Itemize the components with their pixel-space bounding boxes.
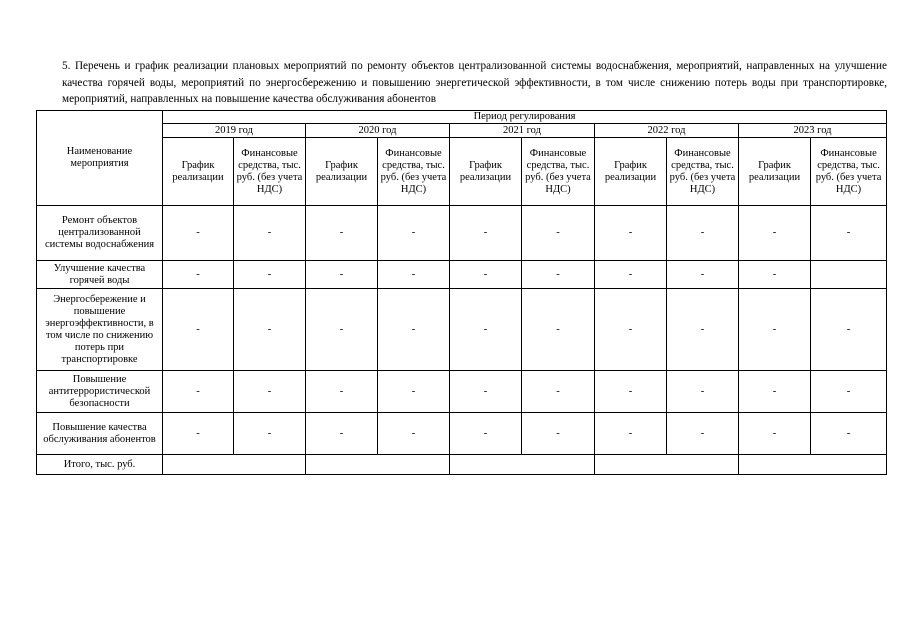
year-header: 2021 год bbox=[450, 124, 595, 138]
table-cell: - bbox=[306, 289, 378, 371]
table-cell: - bbox=[667, 206, 739, 261]
row-name: Энергосбережение и повышение энергоэффективности, в том числе по снижению потерь при транспортировке bbox=[37, 289, 163, 371]
total-cell bbox=[739, 455, 887, 475]
total-cell bbox=[450, 455, 595, 475]
table-cell: - bbox=[450, 413, 522, 455]
table-cell: - bbox=[234, 261, 306, 289]
table-cell: - bbox=[378, 413, 450, 455]
table-cell: - bbox=[306, 206, 378, 261]
table-cell: - bbox=[234, 371, 306, 413]
row-name: Повышение качества обслуживания абонентов bbox=[37, 413, 163, 455]
table-cell: - bbox=[522, 371, 595, 413]
table-cell: - bbox=[739, 371, 811, 413]
row-name: Повышение антитеррористической безопасности bbox=[37, 371, 163, 413]
row-name: Ремонт объектов централизованной системы водоснабжения bbox=[37, 206, 163, 261]
table-row bbox=[37, 371, 887, 413]
year-header: 2023 год bbox=[739, 124, 887, 138]
table-cell: - bbox=[378, 261, 450, 289]
schedule-column-header: График реализации bbox=[163, 138, 234, 206]
table-cell: - bbox=[522, 261, 595, 289]
table-cell: - bbox=[739, 413, 811, 455]
table-cell: - bbox=[667, 289, 739, 371]
total-cell bbox=[595, 455, 739, 475]
table-cell: - bbox=[739, 261, 811, 289]
table-row bbox=[37, 289, 887, 371]
table-cell: - bbox=[378, 289, 450, 371]
section-heading: 5. Перечень и график реализации плановых мероприятий по ремонту объектов централизованной системы водоснабжения, мероприятий, направленных на улучшение качества горячей воды, мероприятий по энергосбережению и повышению энергетической эффективности, в том числе снижению потерь воды при транспортировке, мероприятий, направленных на повышение качества обслуживания абонентов bbox=[62, 60, 887, 105]
table-cell: - bbox=[739, 206, 811, 261]
table-cell: - bbox=[234, 413, 306, 455]
table-cell: - bbox=[739, 289, 811, 371]
year-header: 2020 год bbox=[306, 124, 450, 138]
table-cell: - bbox=[163, 413, 234, 455]
table-cell: - bbox=[306, 371, 378, 413]
schedule-column-header: График реализации bbox=[450, 138, 522, 206]
table-row bbox=[37, 261, 887, 289]
year-header: 2022 год bbox=[595, 124, 739, 138]
schedule-column-header: График реализации bbox=[739, 138, 811, 206]
finance-column-header: Финансовые средства, тыс. руб. (без учета НДС) bbox=[811, 138, 887, 206]
table-cell: - bbox=[667, 413, 739, 455]
table-cell: - bbox=[306, 413, 378, 455]
table-cell: - bbox=[522, 413, 595, 455]
table-cell: - bbox=[811, 413, 887, 455]
table-cell: - bbox=[306, 261, 378, 289]
table-cell: - bbox=[450, 261, 522, 289]
table-row bbox=[37, 413, 887, 455]
table-cell: - bbox=[811, 289, 887, 371]
finance-column-header: Финансовые средства, тыс. руб. (без учета НДС) bbox=[522, 138, 595, 206]
total-label: Итого, тыс. руб. bbox=[37, 455, 163, 475]
schedule-column-header: График реализации bbox=[595, 138, 667, 206]
finance-column-header: Финансовые средства, тыс. руб. (без учета НДС) bbox=[667, 138, 739, 206]
table-cell: - bbox=[667, 261, 739, 289]
plan-table bbox=[36, 110, 887, 475]
table-cell bbox=[811, 261, 887, 289]
row-name: Улучшение качества горячей воды bbox=[37, 261, 163, 289]
table-cell: - bbox=[163, 261, 234, 289]
table-cell: - bbox=[667, 371, 739, 413]
table-cell: - bbox=[378, 371, 450, 413]
table-cell: - bbox=[378, 206, 450, 261]
table-cell: - bbox=[811, 206, 887, 261]
table-cell: - bbox=[522, 206, 595, 261]
schedule-column-header: График реализации bbox=[306, 138, 378, 206]
table-cell: - bbox=[595, 206, 667, 261]
period-header: Период регулирования bbox=[163, 111, 887, 124]
total-row bbox=[37, 455, 887, 475]
table-cell: - bbox=[234, 206, 306, 261]
table-cell: - bbox=[450, 289, 522, 371]
table-cell: - bbox=[595, 261, 667, 289]
table-row bbox=[37, 206, 887, 261]
table-cell: - bbox=[450, 371, 522, 413]
table-cell: - bbox=[522, 289, 595, 371]
table-cell: - bbox=[234, 289, 306, 371]
table-cell: - bbox=[163, 371, 234, 413]
name-column-header: Наименование мероприятия bbox=[37, 111, 163, 206]
table-cell: - bbox=[811, 371, 887, 413]
table-cell: - bbox=[595, 413, 667, 455]
total-cell bbox=[163, 455, 306, 475]
table-cell: - bbox=[163, 206, 234, 261]
finance-column-header: Финансовые средства, тыс. руб. (без учета НДС) bbox=[378, 138, 450, 206]
finance-column-header: Финансовые средства, тыс. руб. (без учета НДС) bbox=[234, 138, 306, 206]
table-cell: - bbox=[595, 289, 667, 371]
year-header: 2019 год bbox=[163, 124, 306, 138]
total-cell bbox=[306, 455, 450, 475]
table-cell: - bbox=[595, 371, 667, 413]
table-cell: - bbox=[450, 206, 522, 261]
table-cell: - bbox=[163, 289, 234, 371]
